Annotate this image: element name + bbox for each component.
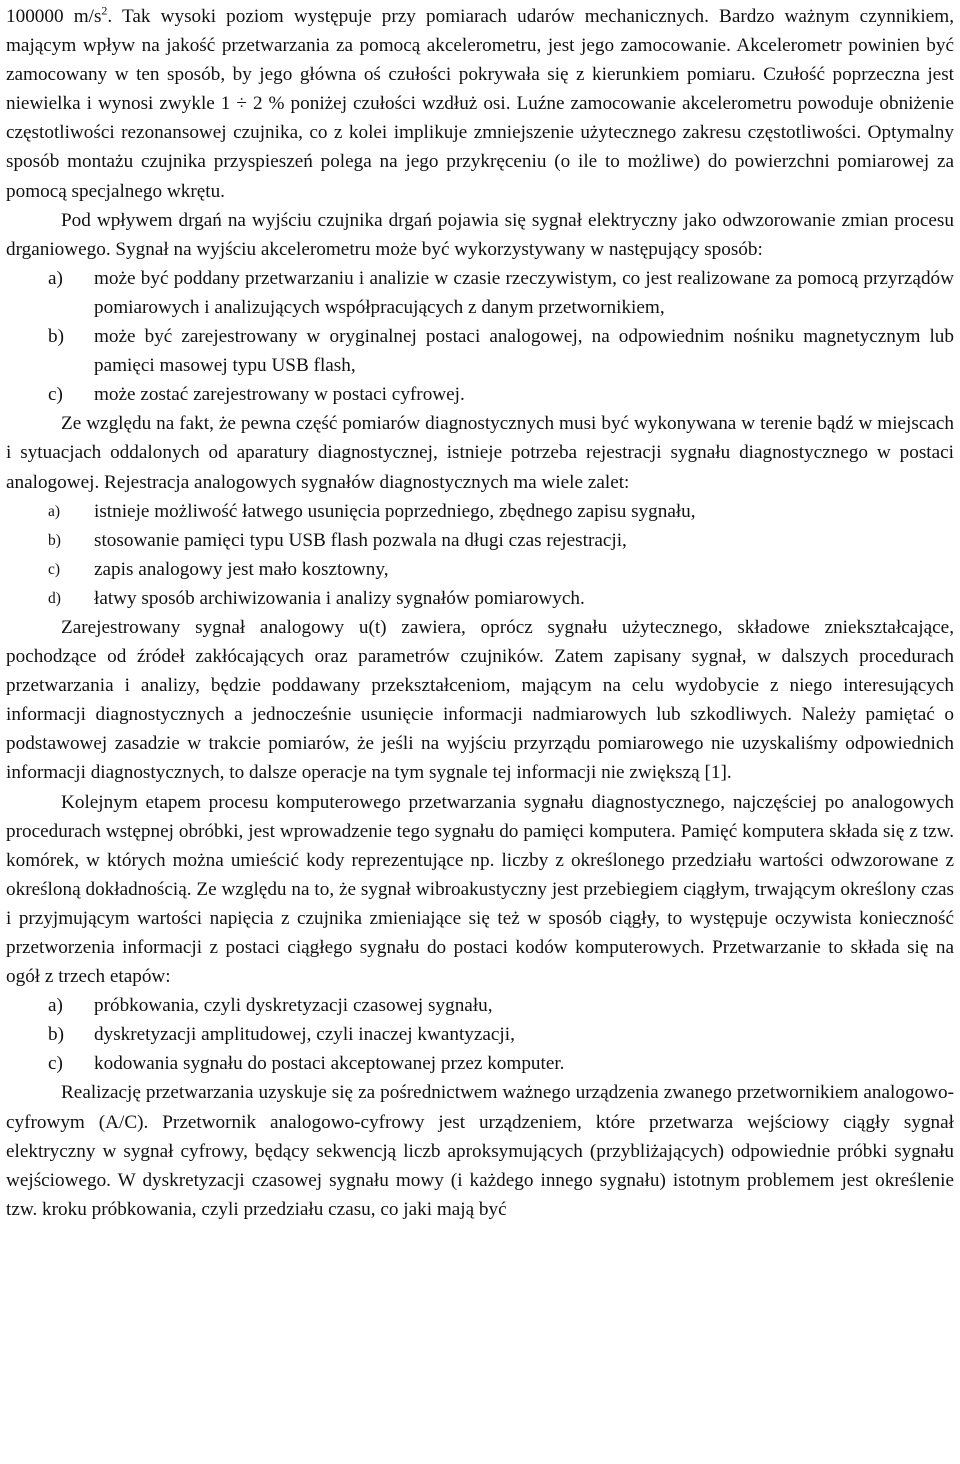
list-marker: c) <box>48 560 61 578</box>
list-marker: c) <box>48 1053 63 1075</box>
processing-stages-list <box>6 991 954 1078</box>
list-item-text: próbkowania, czyli dyskretyzacji czasowej sygnału, <box>94 995 493 1017</box>
list-item <box>6 322 954 380</box>
list-marker: b) <box>48 1024 64 1046</box>
list-item <box>6 264 954 322</box>
list-item-text: kodowania sygnału do postaci akceptowanej przez komputer. <box>94 1053 565 1075</box>
list-item <box>6 1020 954 1049</box>
list-item <box>6 1049 954 1078</box>
paragraph-ad-converter: Realizację przetwarzania uzyskuje się za pośrednictwem ważnego urządzenia zwanego przetwornikiem analogowo-cyfrowym (A/C). Przetwornik analogowo-cyfrowy jest urządzeniem, które przetwarza wejściowy ciągły sygnał elektryczny w sygnał cyfrowy, będący sekwencją liczb aproksymujących (przybliżających) odpowiednie próbki sygnału wejściowego. W dyskretyzacji czasowej sygnału mowy (i każdego innego sygnału) istotnym problemem jest określenie tzw. kroku próbkowania, czyli przedziału czasu, co jaki mają być <box>6 1082 954 1220</box>
unit-exponent: 2 <box>101 3 108 18</box>
analog-advantages-list <box>6 497 954 613</box>
list-item <box>6 584 954 613</box>
paragraph-accelerometer-mounting-rest: . Tak wysoki poziom występuje przy pomiarach udarów mechanicznych. Bardzo ważnym czynnikiem, mającym wpływ na jakość przetwarzania za pomocą akcelerometru, jest jego zamocowanie. Akcelerometr powinien być zamocowany w ten sposób, by jego główna oś czułości pokrywała się z kierunkiem pomiaru. Czułość poprzeczna jest niewielka i wynosi zwykle 1 ÷ 2 % poniżej czułości wzdłuż osi. Luźne zamocowanie akcelerometru powoduje obniżenie częstotliwości rezonansowej czujnika, co z kolei implikuje zmniejszenie użytecznego zakresu częstotliwości. Optymalny sposób montażu czujnika przyspieszeń polega na jego przykręceniu (o ile to możliwe) do powierzchni pomiarowej za pomocą specjalnego wkrętu. <box>6 6 954 202</box>
list-item <box>6 991 954 1020</box>
list-item-text: może zostać zarejestrowany w postaci cyfrowej. <box>94 384 465 406</box>
list-item-text: może być zarejestrowany w oryginalnej postaci analogowej, na odpowiednim nośniku magnetycznym lub pamięci masowej typu USB flash, <box>94 326 954 377</box>
paragraph-accelerometer-mounting <box>6 2 954 206</box>
list-item-text: stosowanie pamięci typu USB flash pozwala na długi czas rejestracji, <box>94 529 627 551</box>
list-marker: b) <box>48 531 61 549</box>
paragraph-signal-usage: Pod wpływem drgań na wyjściu czujnika drgań pojawia się sygnał elektryczny jako odwzorowanie zmian procesu drganiowego. Sygnał na wyjściu akcelerometru może być wykorzystywany w następujący sposób: <box>6 209 954 260</box>
list-marker: a) <box>48 267 63 289</box>
paragraph-computer-processing: Kolejnym etapem procesu komputerowego przetwarzania sygnału diagnostycznego, najczęściej po analogowych procedurach wstępnej obróbki, jest wprowadzenie tego sygnału do pamięci komputera. Pamięć komputera składa się z tzw. komórek, w których można umieścić kody reprezentujące np. liczby z określonego przedziału wartości odwzorowane z określoną dokładnością. Ze względu na to, że sygnał wibroakustyczny jest przebiegiem ciągłym, trwającym określony czas i przyjmującym wartości napięcia z czujnika zmieniające się też w sposób ciągły, to występuje oczywista konieczność przetworzenia informacji z postaci ciągłego sygnału do postaci kodów komputerowych. Przetwarzanie to składa się na ogół z trzech etapów: <box>6 791 954 988</box>
list-marker: c) <box>48 384 63 406</box>
signal-usage-list <box>6 264 954 409</box>
paragraph-accelerometer-mounting-start: 100000 m/s <box>6 6 102 27</box>
list-marker: a) <box>48 995 63 1017</box>
list-item <box>6 497 954 526</box>
list-item <box>6 555 954 584</box>
list-item-text: może być poddany przetwarzaniu i analizie w czasie rzeczywistym, co jest realizowane za pomocą przyrządów pomiarowych i analizujących współpracujących z danym przetwornikiem, <box>94 267 954 318</box>
list-item-text: łatwy sposób archiwizowania i analizy sygnałów pomiarowych. <box>94 587 585 609</box>
list-item-text: istnieje możliwość łatwego usunięcia poprzedniego, zbędnego zapisu sygnału, <box>94 500 696 522</box>
list-item-text: dyskretyzacji amplitudowej, czyli inaczej kwantyzacji, <box>94 1024 515 1046</box>
list-marker: a) <box>48 502 61 520</box>
list-marker: b) <box>48 326 64 348</box>
list-item <box>6 380 954 409</box>
list-item-text: zapis analogowy jest mało kosztowny, <box>94 558 389 580</box>
list-marker: d) <box>48 589 61 607</box>
list-item <box>6 526 954 555</box>
paragraph-analog-recording: Ze względu na fakt, że pewna część pomiarów diagnostycznych musi być wykonywana w terenie bądź w miejscach i sytuacjach oddalonych od aparatury diagnostycznej, istnieje potrzeba rejestracji sygnału diagnostycznego w postaci analogowej. Rejestracja analogowych sygnałów diagnostycznych ma wiele zalet: <box>6 413 954 493</box>
paragraph-recorded-signal: Zarejestrowany sygnał analogowy u(t) zawiera, oprócz sygnału użytecznego, składowe zniekształcające, pochodzące od źródeł zakłócających oraz parametrów czujników. Zatem zapisany sygnał, w dalszych procedurach przetwarzania i analizy, będzie poddawany przekształceniom, mającym na celu wydobycie z niego interesujących informacji diagnostycznych a jednocześnie usunięcie informacji nadmiarowych lub szkodliwych. Należy pamiętać o podstawowej zasadzie w trakcie pomiarów, że jeśli na wyjściu przyrządu pomiarowego nie uzyskaliśmy odpowiednich informacji diagnostycznych, to dalsze operacje na tym sygnale tej informacji nie zwiększą [1]. <box>6 616 954 784</box>
